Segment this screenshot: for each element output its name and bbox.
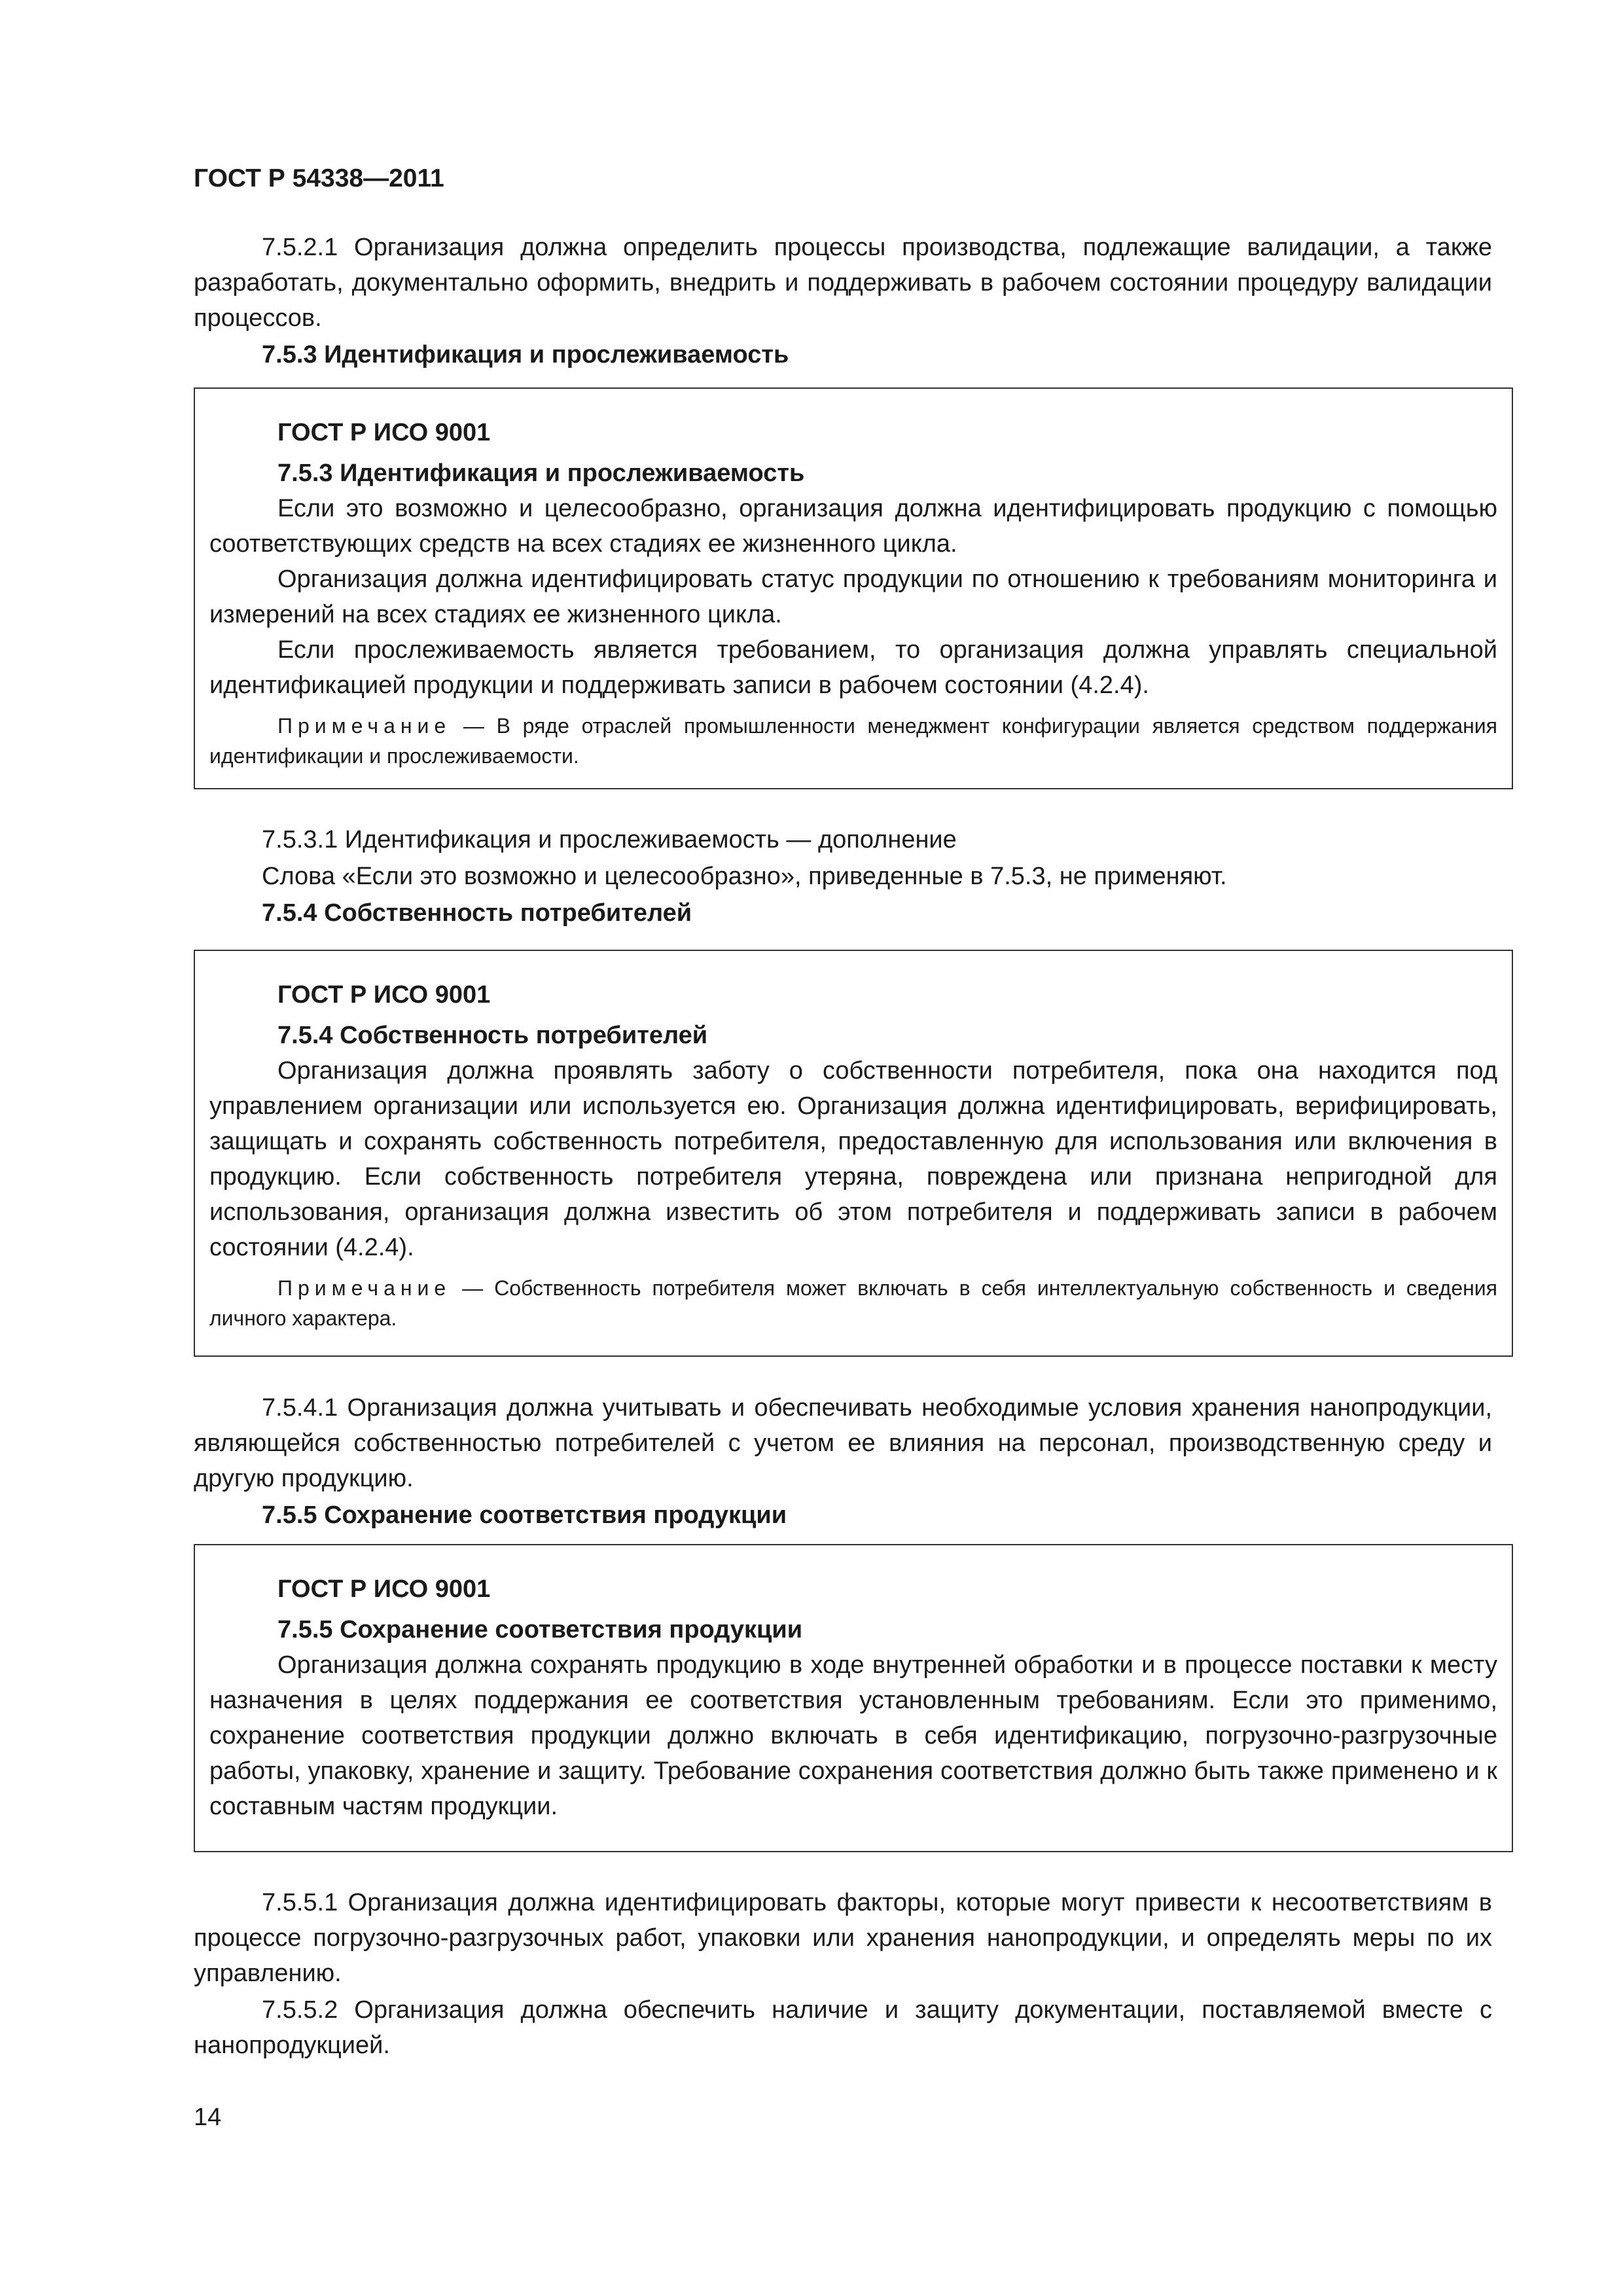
paragraph-7551: 7.5.5.1 Организация должна идентифицировать факторы, которые могут привести к несоответствиям в процессе погрузочно-разгрузочных работ, упаковки или хранения нанопродукции, и определять меры по их управлению. [194, 1889, 1492, 1987]
box-paragraph: Организация должна проявлять заботу о собственности потребителя, пока она находится под управлением организации или используется ею. Организация должна идентифицировать, верифицировать, защищать и сохранять собственность потребителя, предоставленную для использования или включения в продукцию. Если собственность потребителя утеряна, повреждена или признана непригодной для использования, организация должна известить об этом потребителя и поддерживать записи в рабочем состоянии (4.2.4). [209, 1057, 1497, 1261]
box-standard-label: ГОСТ Р ИСО 9001 [277, 419, 491, 446]
section-7541 [194, 1390, 1492, 1533]
box-paragraph: Если прослеживаемость является требованием, то организация должна управлять специальной идентификацией продукции и поддерживать записи в рабочем состоянии (4.2.4). [209, 636, 1497, 699]
note-text: — Собственность потребителя может включать в себя интеллектуальную собственность и сведения личного характера. [209, 1276, 1497, 1330]
quote-box-753 [194, 387, 1513, 789]
note-label: Примечание [277, 714, 452, 738]
box-paragraph: Если это возможно и целесообразно, организация должна идентифицировать продукцию с помощью соответствующих средств на всех стадиях ее жизненного цикла. [209, 495, 1497, 558]
box-standard-label: ГОСТ Р ИСО 9001 [277, 981, 491, 1009]
section-755-clauses [194, 1885, 1492, 2063]
heading-754: 7.5.4 Собственность потребителей [262, 899, 692, 927]
box-section-title: 7.5.3 Идентификация и прослеживаемость [277, 459, 805, 487]
paragraph-7541: 7.5.4.1 Организация должна учитывать и обеспечивать необходимые условия хранения нанопродукции, являющейся собственностью потребителей с учетом ее влияния на персонал, производственную среду и другую продукцию. [194, 1394, 1492, 1492]
quote-box-754 [194, 950, 1513, 1357]
section-7531 [194, 822, 1492, 931]
box-section-title: 7.5.5 Сохранение соответствия продукции [277, 1616, 803, 1643]
box-paragraph: Организация должна идентифицировать статус продукции по отношению к требованиям мониторинга и измерений на всех стадиях ее жизненного цикла. [209, 565, 1497, 628]
box-note [209, 1273, 1497, 1333]
box-note [209, 711, 1497, 771]
note-label: Примечание [277, 1276, 452, 1300]
box-section-title: 7.5.4 Собственность потребителей [277, 1022, 708, 1049]
page-number: 14 [194, 2104, 222, 2131]
paragraph-7521: 7.5.2.1 Организация должна определить процессы производства, подлежащие валидации, а также разработать, документально оформить, внедрить и поддерживать в рабочем состоянии процедуру валидации процессов. [194, 234, 1492, 332]
box-standard-label: ГОСТ Р ИСО 9001 [277, 1575, 491, 1603]
heading-753: 7.5.3 Идентификация и прослеживаемость [262, 341, 789, 368]
section-7521 [194, 230, 1492, 372]
box-paragraph: Организация должна сохранять продукцию в ходе внутренней обработки и в процессе поставки к месту назначения в целях поддержания ее соответствия установленным требованиям. Если это применимо, сохранение соответствия продукции должно включать в себя идентификацию, погрузочно-разгрузочные работы, упаковку, хранение и защиту. Требование сохранения соответствия должно быть также применено и к составным частям продукции. [209, 1651, 1497, 1820]
note-text: — В ряде отраслей промышленности менеджмент конфигурации является средством поддержания идентификации и прослеживаемости. [209, 714, 1497, 768]
paragraph-7552: 7.5.5.2 Организация должна обеспечить наличие и защиту документации, поставляемой вместе с нанопродукцией. [194, 1996, 1492, 2059]
quote-box-755 [194, 1544, 1513, 1852]
paragraph-7531-words: Слова «Если это возможно и целесообразно», приведенные в 7.5.3, не применяют. [262, 863, 1227, 890]
heading-755: 7.5.5 Сохранение соответствия продукции [262, 1501, 787, 1529]
paragraph-7531: 7.5.3.1 Идентификация и прослеживаемость — дополнение [262, 826, 957, 853]
document-header-title: ГОСТ Р 54338—2011 [194, 164, 444, 192]
